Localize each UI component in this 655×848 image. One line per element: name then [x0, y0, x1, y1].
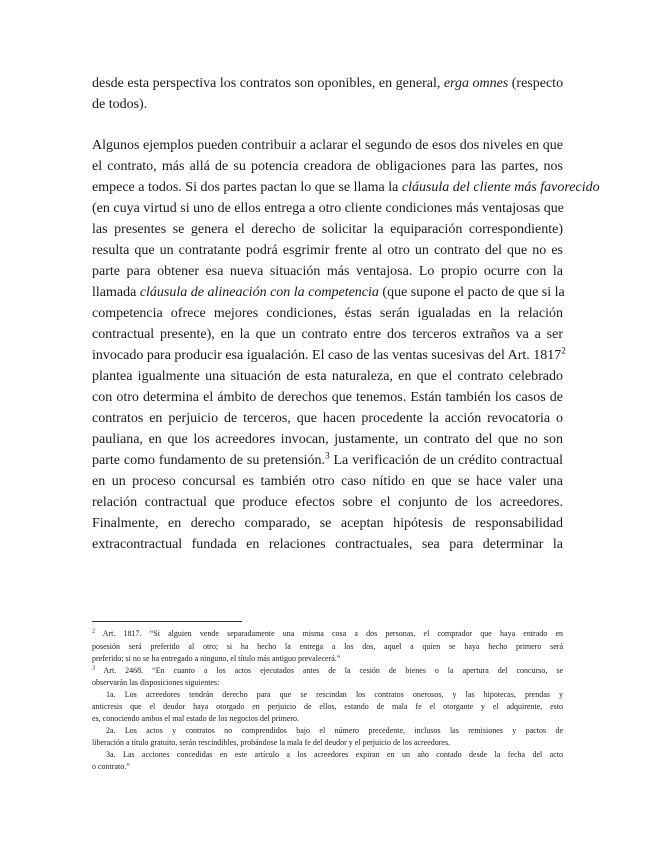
text-span: llamada	[92, 285, 140, 300]
body-line: con otro determina el ámbito de derechos que tenemos. Están también los casos de	[92, 390, 563, 405]
body-line	[92, 178, 600, 198]
footnote-line: liberación a título gratuito, serán rescindibles, probándose la mala fe del deudor y el perjuicio de los acreedores.	[92, 738, 451, 747]
text-span: (respecto	[508, 76, 564, 91]
body-line: (en cuya virtud si uno de ellos entrega a otro cliente condiciones más ventajosas que	[92, 201, 564, 216]
body-line: pauliana, en que los acreedores invocan, justamente, un contrato del que no son	[92, 432, 563, 447]
footnote-line: 2a. Los actos y contratos no comprendidos bajo el número precedente, inclusos las remisiones y pactos de	[106, 726, 563, 735]
text-span: Art. 1817. “Si alguien vende separadamente una misma cosa a dos personas, el comprador que haya entrado en	[95, 629, 563, 638]
footnote-number: 2	[92, 628, 95, 635]
body-line: de todos).	[92, 97, 148, 112]
body-line: resulta que un contratante podrá esgrimir frente al otro un contrato del que no es	[92, 243, 563, 258]
footnote-line: posesión será preferido al otro; si ha hecho la entrega a los dos, aquel a quien se haya hecho primero será	[92, 642, 563, 651]
body-line	[92, 283, 563, 303]
body-line: plantea igualmente una situación de esta naturaleza, en que el contrato celebrado	[92, 369, 563, 384]
footnote-ref[interactable]: 3	[325, 450, 330, 461]
body-line: Algunos ejemplos pueden contribuir a aclarar el segundo de esos dos niveles en que	[92, 138, 563, 153]
text-span: empece a todos. Si dos partes pactan lo que se llama la	[92, 180, 402, 195]
body-line: contractual presente), en la que un contrato entre dos terceros extraños va a ser	[92, 327, 563, 342]
text-span: parte como fundamento de su pretensión.	[92, 453, 326, 468]
italic-term: cláusula del cliente más favorecido	[401, 180, 600, 195]
body-line: parte para obtener esa nueva situación más ventajosa. Lo propio ocurre con la	[92, 264, 563, 279]
footnote-line: 1a. Los acreedores tendrán derecho para que se rescindan los contratos onerosos, y las hipotecas, prendas y	[106, 690, 563, 699]
text-span: La verificación de un crédito contractual	[329, 453, 563, 468]
footnote-line: o contrato.”	[92, 762, 130, 771]
body-line: en un proceso concursal es también otro caso nítido en que se hace valer una	[92, 474, 563, 489]
footnote-line	[92, 665, 563, 677]
footnote-line: preferido; si no se ha entregado a ninguno, el título más antiguo prevalecerá.”	[92, 654, 341, 663]
body-line: competencia ofrece mejores condiciones, éstas serán igualadas en la relación	[92, 306, 563, 321]
footnote-line: observarán las disposiciones siguientes:	[92, 678, 220, 687]
body-line	[92, 345, 566, 366]
body-line: contratos en perjuicio de terceros, que hacen procedente la acción revocatoria o	[92, 411, 563, 426]
footnote-line: anticresis que el deudor haya otorgado en perjuicio de ellos, estando de mala fe el otorgante y el adquirente, esto	[92, 702, 563, 711]
body-line	[92, 74, 563, 94]
footnote-number: 3	[92, 665, 95, 672]
body-line: las presentes se genera el derecho de solicitar la equiparación correspondiente)	[92, 222, 563, 237]
body-line	[92, 451, 563, 471]
text-span: Art. 2468. “En cuanto a los actos ejecutados antes de la cesión de bienes o la apertura del concurso, se	[95, 666, 563, 675]
italic-term: erga omnes	[443, 76, 509, 91]
footnote-line: es, conociendo ambos el mal estado de los negocios del primero.	[92, 714, 300, 723]
body-line: el contrato, más allá de su potencia creadora de obligaciones para las partes, nos	[92, 159, 563, 174]
footnote-separator	[92, 621, 242, 622]
italic-term: cláusula de alineación con la competencia	[139, 285, 379, 300]
text-span: desde esta perspectiva los contratos son oponibles, en general,	[92, 76, 444, 91]
text-span: (que supone el pacto de que si la	[378, 285, 565, 300]
body-line: Finalmente, en derecho comparado, se aceptan hipótesis de responsabilidad	[92, 516, 563, 531]
body-line: extracontractual fundada en relaciones contractuales, sea para determinar la	[92, 537, 563, 552]
body-line: relación contractual que produce efectos sobre el conjunto de los acreedores.	[92, 495, 563, 510]
footnote-line	[92, 628, 563, 640]
footnote-ref[interactable]: 2	[561, 345, 566, 356]
text-span: invocado para producir esa igualación. El caso de las ventas sucesivas del Art. 1817	[92, 348, 562, 363]
footnote-line: 3a. Las acciones concedidas en este artículo a los acreedores expiran en un año contado desde la fecha del acto	[106, 750, 563, 759]
